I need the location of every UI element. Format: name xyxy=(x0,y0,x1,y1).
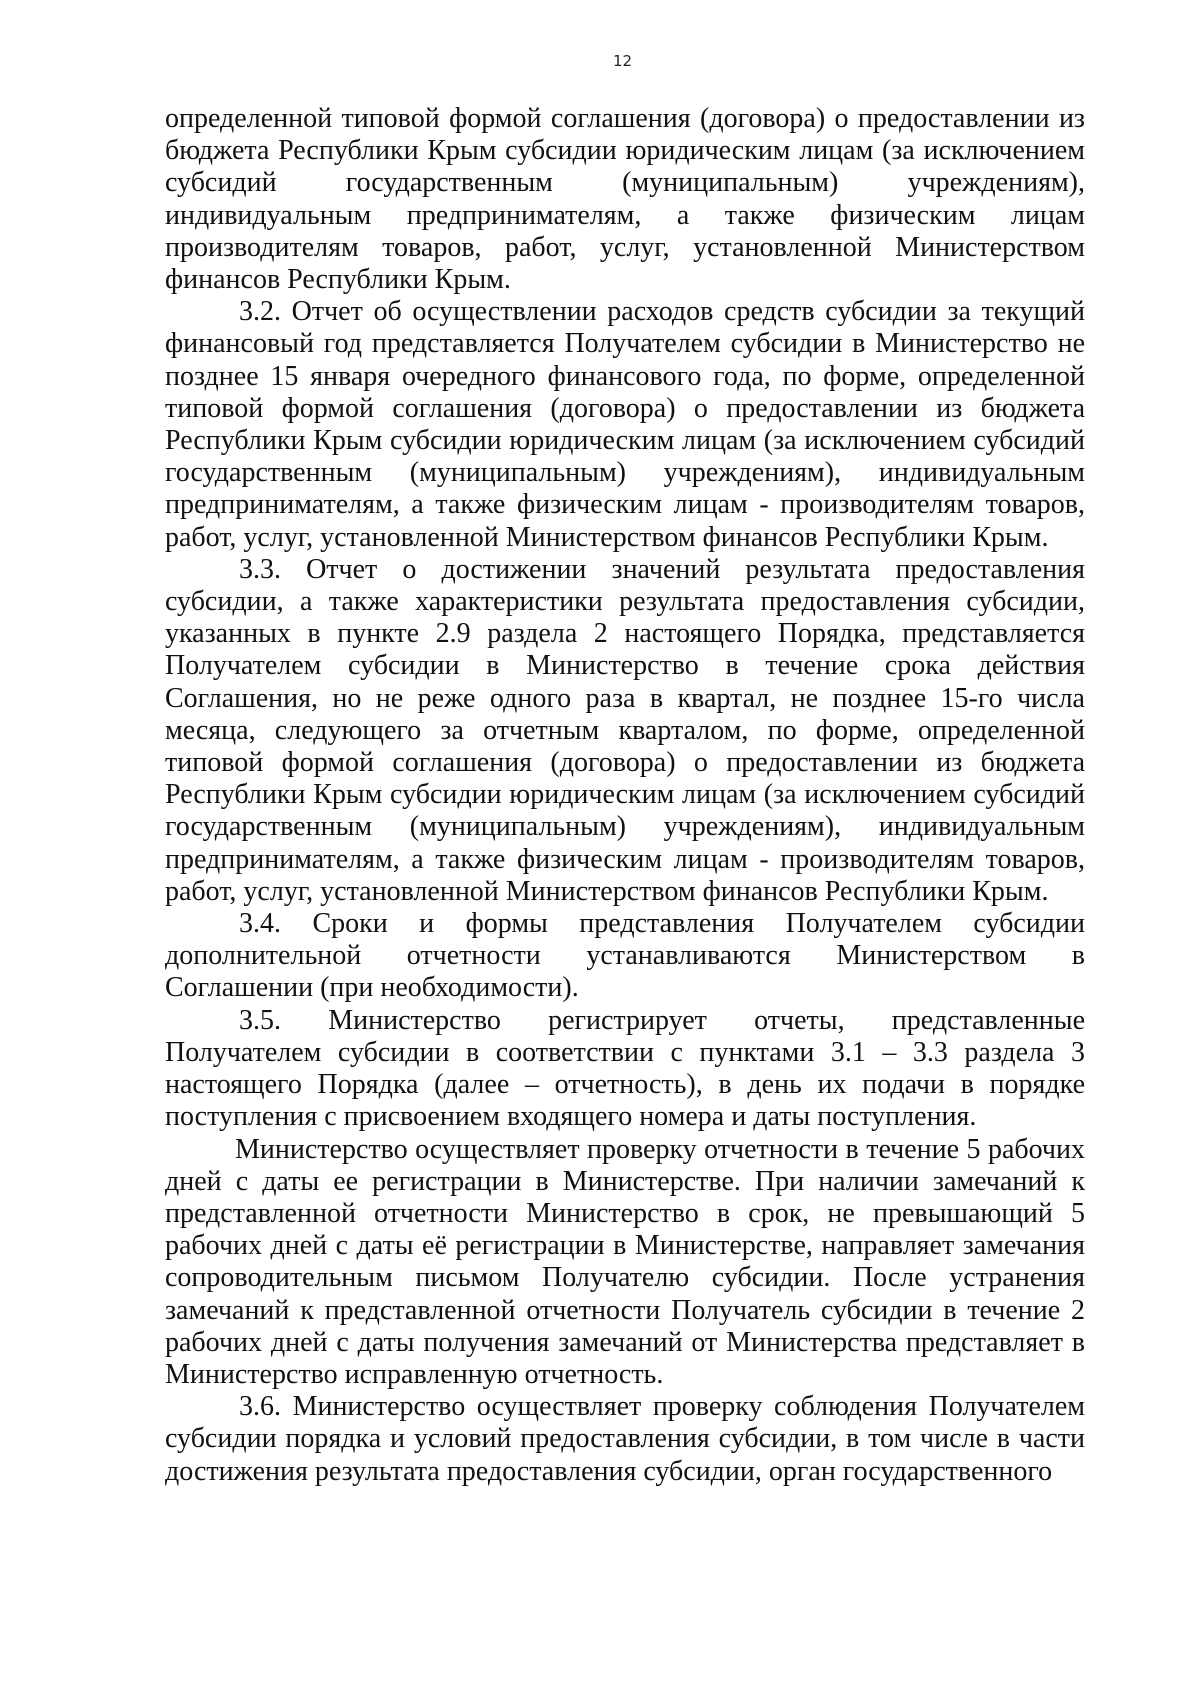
document-body xyxy=(165,103,1085,1488)
paragraph-review-procedure: Министерство осуществляет проверку отчетности в течение 5 рабочих дней с даты ее регистрации в Министерстве. При наличии замечаний к представленной отчетности Министерство в срок, не превышающий 5 рабочих дней с даты её регистрации в Министерстве, направляет замечания сопроводительным письмом Получателю субсидии. После устранения замечаний к представленной отчетности Получатель субсидии в течение 2 рабочих дней с даты получения замечаний от Министерства представляет в Министерство исправленную отчетность. xyxy=(165,1133,1085,1390)
page-number: 12 xyxy=(612,52,633,70)
paragraph-3-2: 3.2. Отчет об осуществлении расходов средств субсидии за текущий финансовый год представляется Получателем субсидии в Министерство не позднее 15 января очередного финансового года, по форме, определенной типовой формой соглашения (договора) о предоставлении из бюджета Республики Крым субсидии юридическим лицам (за исключением субсидий государственным (муниципальным) учреждениям), индивидуальным предпринимателям, а также физическим лицам - производителям товаров, работ, услуг, установленной Министерством финансов Республики Крым. xyxy=(165,296,1085,553)
paragraph-3-3: 3.3. Отчет о достижении значений результата предоставления субсидии, а также характеристики результата предоставления субсидии, указанных в пункте 2.9 раздела 2 настоящего Порядка, представляется Получателем субсидии в Министерство в течение срока действия Соглашения, но не реже одного раза в квартал, не позднее 15-го числа месяца, следующего за отчетным кварталом, по форме, определенной типовой формой соглашения (договора) о предоставлении из бюджета Республики Крым субсидии юридическим лицам (за исключением субсидий государственным (муниципальным) учреждениям), индивидуальным предпринимателям, а также физическим лицам - производителям товаров, работ, услуг, установленной Министерством финансов Республики Крым. xyxy=(165,553,1085,907)
paragraph-3-6: 3.6. Министерство осуществляет проверку соблюдения Получателем субсидии порядка и условий предоставления субсидии, в том числе в части достижения результата предоставления субсидии, орган государственного xyxy=(165,1391,1085,1487)
paragraph-continuation: определенной типовой формой соглашения (договора) о предоставлении из бюджета Республики Крым субсидии юридическим лицам (за исключением субсидий государственным (муниципальным) учреждениям), индивидуальным предпринимателям, а также физическим лицам производителям товаров, работ, услуг, установленной Министерством финансов Республики Крым. xyxy=(165,103,1085,296)
paragraph-3-5: 3.5. Министерство регистрирует отчеты, представленные Получателем субсидии в соответствии с пунктами 3.1 – 3.3 раздела 3 настоящего Порядка (далее – отчетность), в день их подачи в порядке поступления с присвоением входящего номера и даты поступления. xyxy=(165,1004,1085,1133)
paragraph-3-4: 3.4. Сроки и формы представления Получателем субсидии дополнительной отчетности устанавливаются Министерством в Соглашении (при необходимости). xyxy=(165,908,1085,1004)
